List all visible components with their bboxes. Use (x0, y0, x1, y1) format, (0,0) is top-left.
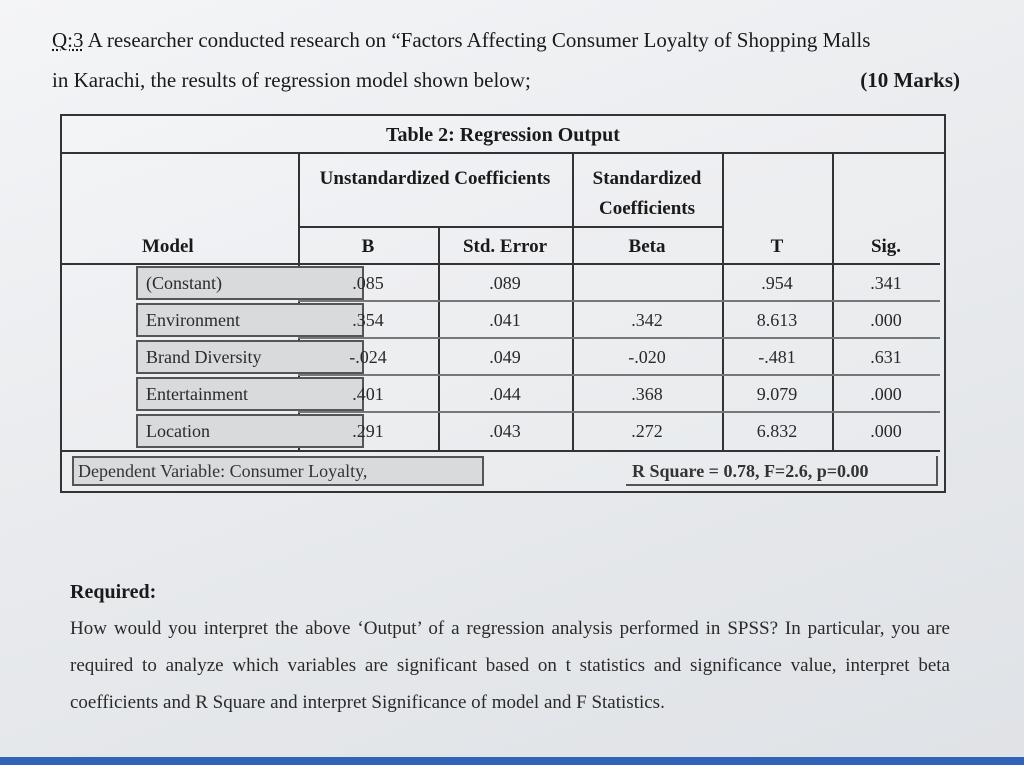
model-summary-note: R Square = 0.78, F=2.6, p=0.00 (626, 456, 938, 486)
body-bottom-rule (62, 450, 940, 452)
cell-b: .085 (352, 273, 384, 293)
row-separator (298, 411, 940, 413)
question-number: Q:3 (52, 28, 84, 52)
cell-t: 8.613 (756, 310, 798, 330)
cell-beta: .272 (631, 421, 663, 441)
required-title: Required: (70, 581, 157, 603)
col-header-model: Model (142, 236, 194, 257)
header-group-divider (298, 226, 722, 228)
col-header-b: B (361, 236, 375, 257)
cell-beta: .342 (631, 310, 663, 330)
header-standardized: Standardized Coefficients (592, 168, 702, 219)
cell-se: .049 (489, 347, 521, 367)
question-line-2 (52, 60, 972, 100)
row-label-entertainment: Entertainment (136, 377, 364, 411)
cell-t: -.481 (758, 347, 796, 367)
cell-beta (572, 266, 722, 300)
cell-b: .291 (352, 421, 384, 441)
cell-beta: .368 (631, 384, 663, 404)
cell-b: -.024 (349, 347, 387, 367)
cell-se: .089 (489, 273, 521, 293)
cell-se: .043 (489, 421, 521, 441)
header-unstandardized: Unstandardized Coefficients (319, 168, 551, 189)
header-bottom-rule (62, 263, 940, 265)
cell-sig: .631 (870, 347, 902, 367)
row-separator (298, 337, 940, 339)
table-title: Table 2: Regression Output (62, 116, 944, 154)
regression-table (60, 114, 946, 493)
row-label-location: Location (136, 414, 364, 448)
dependent-variable-note: Dependent Variable: Consumer Loyalty, (72, 456, 484, 486)
row-separator (298, 300, 940, 302)
row-label-brand-diversity: Brand Diversity (136, 340, 364, 374)
row-label-environment: Environment (136, 303, 364, 337)
cell-b: .401 (352, 384, 384, 404)
cell-sig: .000 (870, 310, 902, 330)
screen-bottom-bar (0, 757, 1024, 765)
question-text (52, 20, 972, 100)
col-header-std-error: Std. Error (462, 236, 548, 257)
question-line-1-text: A researcher conducted research on “Factors Affecting Consumer Loyalty of Shopping Malls (87, 28, 871, 52)
cell-se: .044 (489, 384, 521, 404)
cell-t: .954 (761, 273, 793, 293)
row-label-constant: (Constant) (136, 266, 364, 300)
required-body: How would you interpret the above ‘Output’ of a regression analysis performed in SPSS? In particular, you are required to analyze which variables are significant based on t statistics and significance value, interpret beta coefficients and R Square and interpret Significance of model and F Statistics. (70, 618, 950, 713)
cell-sig: .000 (870, 421, 902, 441)
question-line-2-text: in Karachi, the results of regression model shown below; (52, 68, 531, 92)
cell-beta: -.020 (628, 347, 666, 367)
cell-t: 9.079 (756, 384, 798, 404)
col-header-t: T (770, 236, 784, 257)
cell-t: 6.832 (756, 421, 798, 441)
col-header-beta: Beta (628, 236, 666, 257)
question-line-1 (52, 20, 972, 60)
cell-se: .041 (489, 310, 521, 330)
col-header-sig: Sig. (870, 236, 902, 257)
required-section (70, 578, 950, 721)
question-marks: (10 Marks) (860, 68, 960, 92)
cell-sig: .000 (870, 384, 902, 404)
cell-b: .354 (352, 310, 384, 330)
cell-sig: .341 (870, 273, 902, 293)
row-separator (298, 374, 940, 376)
